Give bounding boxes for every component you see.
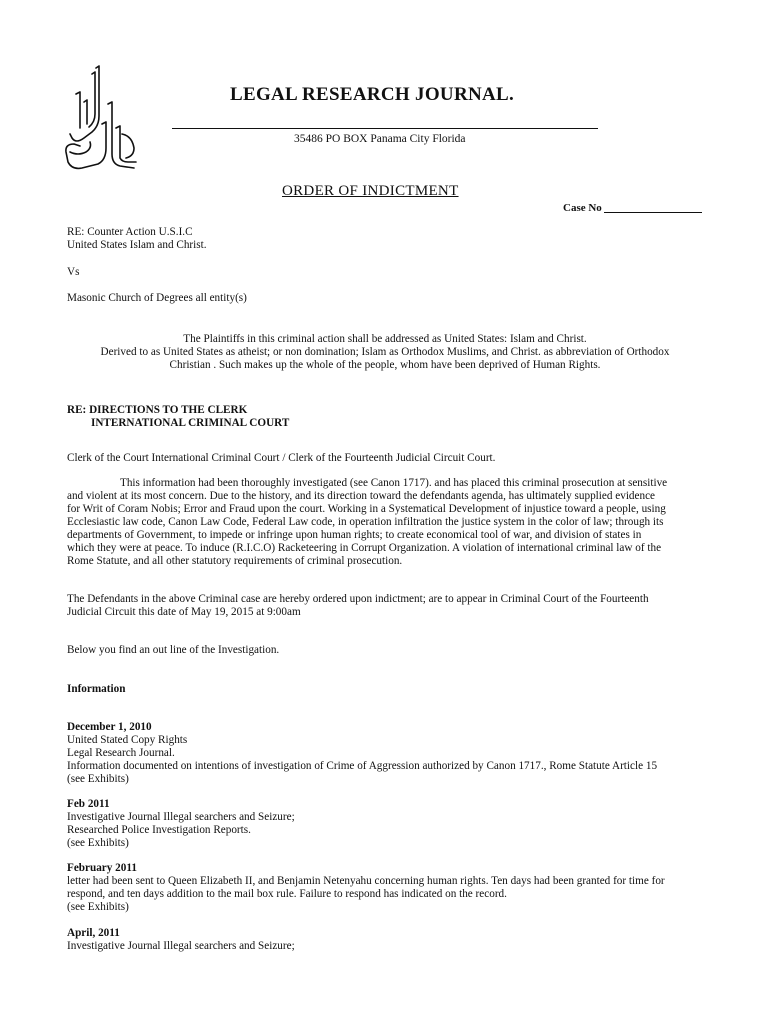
entry-line: respond, and ten days addition to the mail box rule. Failure to respond has indicated on the record. [67, 888, 507, 900]
text-line: The Defendants in the above Criminal case are hereby ordered upon indictment; are to appear in Criminal Court of the Fourteenth [67, 593, 649, 605]
timeline-entry [67, 927, 295, 953]
text-line: Ecclesiastic law code, Canon Law Code, Federal Law code, in operation infiltration the justice system in the color of law; through its [67, 516, 664, 528]
investigation-paragraph [67, 477, 707, 568]
directions-heading [67, 404, 289, 430]
journal-title: LEGAL RESEARCH JOURNAL. [230, 84, 515, 105]
text-line: and violent at its most concern. Due to the history, and its direction toward the defendants agenda, has ultimately supplied evidence [67, 490, 656, 502]
versus-label: Vs [67, 266, 80, 278]
outline-line: Below you find an out line of the Investigation. [67, 644, 280, 656]
timeline-entry [67, 862, 665, 914]
entry-line: Investigative Journal Illegal searchers and Seizure; [67, 940, 295, 952]
defendants-paragraph [67, 593, 649, 619]
entry-date: Feb 2011 [67, 798, 110, 810]
re-block [67, 226, 207, 252]
text-line: which they were at peace. To induce (R.I.C.O) Racketeering in Corrupt Organization. A violation of international criminal law of the [67, 542, 662, 554]
text-line: RE: DIRECTIONS TO THE CLERK [67, 404, 248, 416]
text-line: Judicial Circuit this date of May 19, 2015 at 9:00am [67, 606, 301, 618]
document-heading: ORDER OF INDICTMENT [282, 183, 459, 199]
entry-line: (see Exhibits) [67, 773, 129, 785]
re-line: RE: Counter Action U.S.I.C [67, 226, 193, 238]
information-heading: Information [67, 683, 126, 695]
entry-line: Information documented on intentions of investigation of Crime of Aggression authorized by Canon 1717., Rome Statute Article 15 [67, 760, 658, 772]
case-number-label: Case No [563, 202, 602, 214]
timeline-entry [67, 798, 295, 850]
text-line: for Writ of Coram Nobis; Error and Fraud upon the court. Working in a Systematical Development of injustice toward a people, using [67, 503, 666, 515]
entry-date: February 2011 [67, 862, 137, 874]
re-line: United States Islam and Christ. [67, 239, 207, 251]
text-line: This information had been thoroughly investigated (see Canon 1717). and has placed this criminal prosecution at sensitive [120, 477, 668, 489]
clerk-line: Clerk of the Court International Criminal Court / Clerk of the Fourteenth Judicial Circuit Court. [67, 452, 496, 464]
entry-date: April, 2011 [67, 927, 120, 939]
entry-line: Investigative Journal Illegal searchers and Seizure; [67, 811, 295, 823]
entry-line: Researched Police Investigation Reports. [67, 824, 251, 836]
entry-line: (see Exhibits) [67, 837, 129, 849]
timeline-entry [67, 721, 657, 786]
text-line: Rome Statute, and all other statutory requirements of criminal prosecution. [67, 555, 403, 567]
text-line: The Plaintiffs in this criminal action shall be addressed as United States: Islam and Christ. [183, 333, 587, 345]
entry-date: December 1, 2010 [67, 721, 152, 733]
text-line: INTERNATIONAL CRIMINAL COURT [91, 417, 290, 429]
journal-logo-icon [62, 64, 138, 176]
journal-address: 35486 PO BOX Panama City Florida [294, 133, 466, 145]
defendant-name: Masonic Church of Degrees all entity(s) [67, 292, 247, 304]
entry-line: United Stated Copy Rights [67, 734, 188, 746]
text-line: Derived to as United States as atheist; or non domination; Islam as Orthodox Muslims, and Christ. as abbreviation of Orthodox [100, 346, 670, 358]
plaintiffs-paragraph [40, 333, 730, 372]
entry-line: Legal Research Journal. [67, 747, 175, 759]
header-rule [172, 128, 598, 129]
entry-line: (see Exhibits) [67, 901, 129, 913]
case-number-field [604, 212, 702, 213]
text-line: Christian . Such makes up the whole of the people, whom have been deprived of Human Rights. [169, 359, 601, 371]
text-line: departments of Government, to impede or infringe upon human rights; to create economical tool of war, and division of states in [67, 529, 642, 541]
entry-line: letter had been sent to Queen Elizabeth II, and Benjamin Netenyahu concerning human rights. Ten days had been granted for time for [67, 875, 665, 887]
